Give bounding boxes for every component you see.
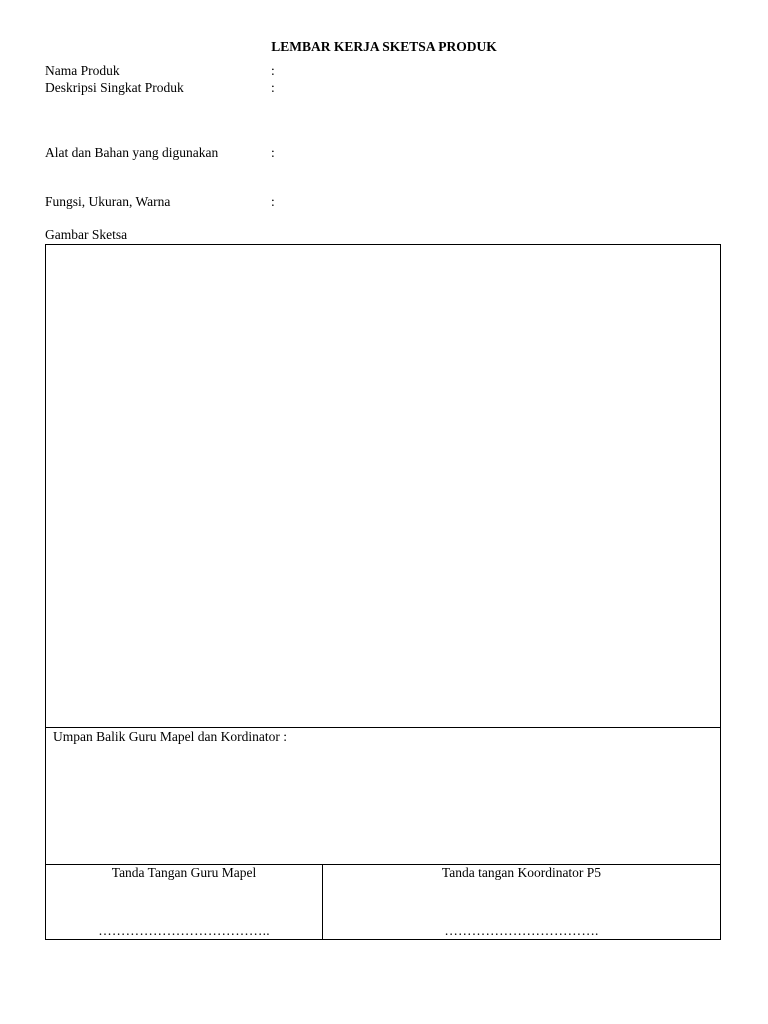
teacher-signature-line: ………………………………..	[98, 923, 270, 938]
feedback-label: Umpan Balik Guru Mapel dan Kordinator :	[53, 729, 287, 744]
field-label: Deskripsi Singkat Produk	[45, 80, 184, 95]
teacher-signature-label: Tanda Tangan Guru Mapel	[111, 865, 257, 880]
field-colon: :	[271, 145, 275, 160]
field-colon: :	[271, 194, 275, 209]
sketch-label: Gambar Sketsa	[45, 227, 128, 242]
field-colon: :	[271, 63, 275, 78]
coordinator-signature-line: …………………………….	[444, 923, 599, 938]
feedback-area[interactable]	[46, 728, 720, 865]
teacher-signature-cell[interactable]	[46, 865, 323, 939]
sketch-area[interactable]	[46, 245, 720, 728]
worksheet-table	[45, 244, 721, 940]
field-label: Alat dan Bahan yang digunakan	[45, 145, 219, 160]
page-title: LEMBAR KERJA SKETSA PRODUK	[271, 39, 497, 54]
coordinator-signature-label: Tanda tangan Koordinator P5	[441, 865, 602, 880]
field-label: Fungsi, Ukuran, Warna	[45, 194, 171, 209]
coordinator-signature-cell[interactable]	[323, 865, 720, 939]
field-label: Nama Produk	[45, 63, 120, 78]
field-colon: :	[271, 80, 275, 95]
